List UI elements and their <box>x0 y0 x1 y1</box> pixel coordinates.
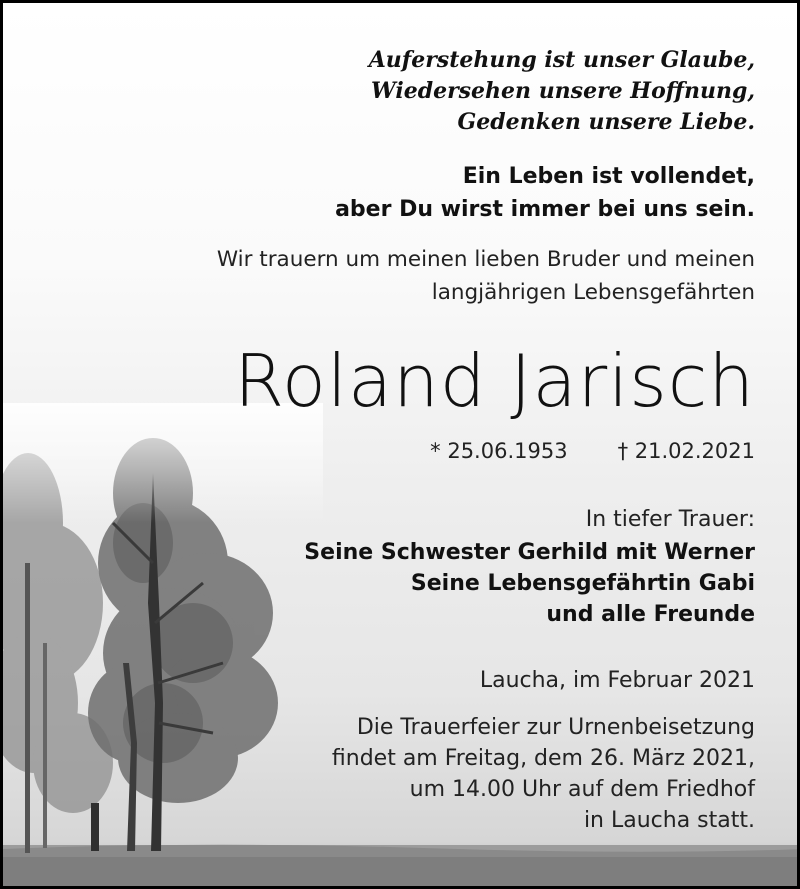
motto <box>335 160 755 226</box>
deceased-name: Roland Jarisch <box>234 339 755 423</box>
death-date: † 21.02.2021 <box>617 439 755 463</box>
life-dates <box>430 436 755 466</box>
service-line: in Laucha statt. <box>583 808 755 833</box>
service-info <box>332 712 755 836</box>
mourner: Seine Schwester Gerhild mit Werner <box>304 540 755 565</box>
verse <box>369 45 755 138</box>
birth-date: * 25.06.1953 <box>430 439 568 463</box>
motto-line: aber Du wirst immer bei uns sein. <box>335 197 755 222</box>
verse-line: Wiedersehen unsere Hoffnung, <box>371 78 755 104</box>
intro-line: Wir trauern um meinen lieben Bruder und meinen <box>216 247 755 272</box>
intro-text <box>217 243 755 309</box>
mourning-heading: In tiefer Trauer: <box>585 507 755 532</box>
mourner: und alle Freunde <box>546 602 755 627</box>
service-line: findet am Freitag, dem 26. März 2021, <box>331 746 755 771</box>
motto-line: Ein Leben ist vollendet, <box>462 164 755 189</box>
mourner: Seine Lebensgefährtin Gabi <box>410 571 755 596</box>
intro-line: langjährigen Lebensgefährten <box>431 280 755 305</box>
verse-line: Auferstehung ist unser Glaube, <box>368 47 755 73</box>
verse-line: Gedenken unsere Liebe. <box>457 109 755 135</box>
mourners-list <box>304 537 755 630</box>
service-line: um 14.00 Uhr auf dem Friedhof <box>409 777 755 802</box>
service-line: Die Trauerfeier zur Urnenbeisetzung <box>356 715 755 740</box>
place-date: Laucha, im Februar 2021 <box>479 668 755 693</box>
